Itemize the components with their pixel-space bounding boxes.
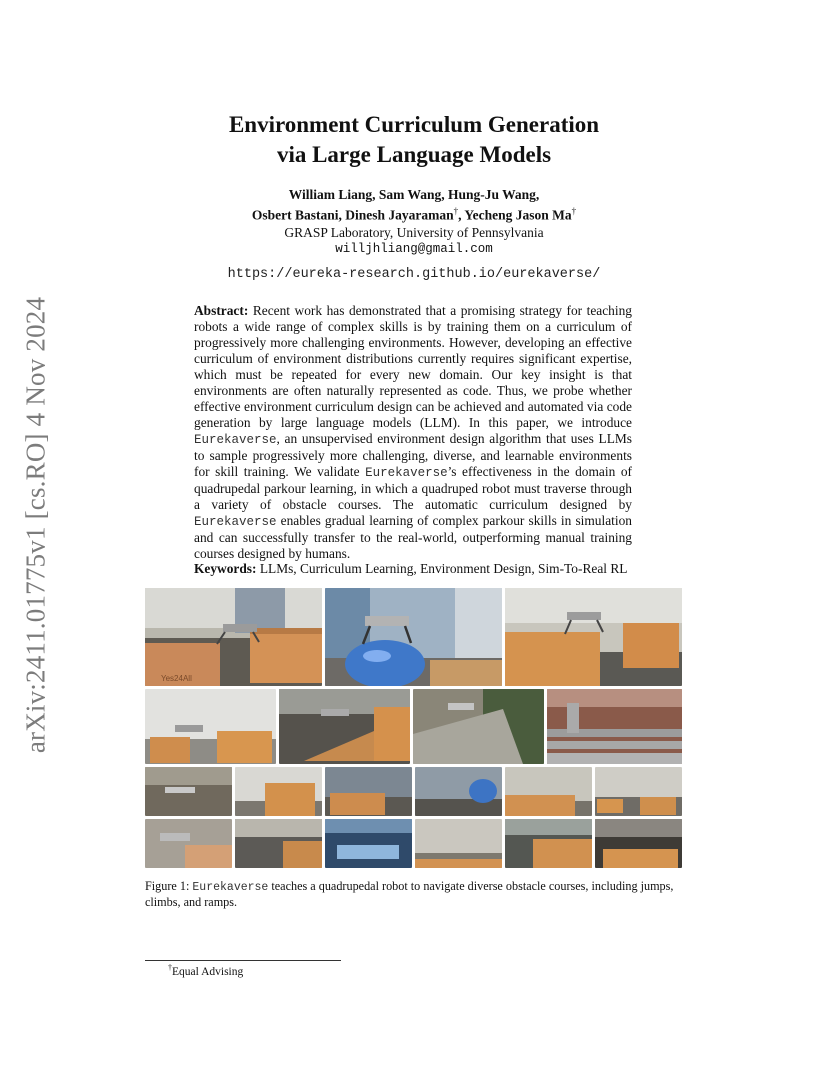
keywords-text: LLMs, Curriculum Learning, Environment Design, Sim-To-Real RL — [256, 561, 628, 576]
abstract-label: Abstract: — [194, 303, 249, 318]
robot-photo — [595, 819, 682, 868]
robot-photo — [325, 819, 412, 868]
footnote — [168, 963, 243, 978]
robot-photo — [145, 588, 322, 686]
method-name: Eurekaverse — [194, 515, 277, 529]
figure-caption — [145, 879, 695, 910]
footnote-divider — [145, 960, 341, 961]
robot-photo — [145, 689, 276, 764]
abstract-text-4: enables gradual learning of complex parkour skills in simulation and can successfully transfer to the real-world, outperforming manual training courses designed by humans. — [194, 513, 632, 561]
robot-photo — [279, 689, 410, 764]
affiliation: GRASP Laboratory, University of Pennsylvania — [284, 224, 544, 240]
robot-photo — [547, 689, 682, 764]
robot-photo — [145, 767, 232, 816]
author-line-2a: Osbert Bastani, Dinesh Jayaraman — [251, 207, 454, 223]
project-url-link[interactable]: https://eureka-research.github.io/eurekaverse/ — [227, 267, 601, 282]
robot-photo — [595, 767, 682, 816]
robot-photo — [235, 819, 322, 868]
robot-photo — [145, 819, 232, 868]
caption-text: teaches a quadrupedal robot to navigate diverse obstacle courses, including jumps, climbs, and ramps. — [145, 879, 674, 909]
robot-photo — [415, 767, 502, 816]
title-line-2: via Large Language Models — [276, 142, 552, 167]
robot-photo — [505, 819, 592, 868]
robot-photo — [415, 819, 502, 868]
arxiv-identifier — [18, 290, 54, 760]
caption-label: Figure 1: — [145, 879, 193, 893]
robot-photo — [505, 767, 592, 816]
footnote-text: Equal Advising — [172, 965, 244, 978]
arxiv-identifier-text: arXiv:2411.01775v1 [cs.RO] 4 Nov 2024 — [20, 296, 51, 754]
author-block — [0, 186, 828, 258]
keywords — [194, 561, 644, 577]
author-line-2b: , Yecheng Jason Ma — [458, 207, 572, 223]
dagger-mark: † — [453, 206, 459, 216]
robot-photo — [325, 767, 412, 816]
abstract-text-3: ’s effectiveness in the domain of quadrupedal parkour learning, in which a quadruped robot must traverse through a variety of obstacle courses. The automatic curriculum designed by — [194, 464, 632, 512]
abstract-text-2: , an unsupervised environment design algorithm that uses LLMs to sample progressively more challenging, diverse, and learnable environments for skill training. We validate — [194, 431, 632, 479]
robot-photo — [505, 588, 682, 686]
method-name: Eurekaverse — [365, 466, 448, 480]
box-logo-text: Yes24All — [161, 674, 192, 683]
title-line-1: Environment Curriculum Generation — [228, 112, 600, 137]
abstract-text-1: Recent work has demonstrated that a promising strategy for teaching robots a wide range of complex skills is by training them on a curriculum of progressively more challenging environments. However, developing an effective curriculum of environment distributions currently requires significant expertise, which must be repeated for every new domain. Our key insight is that environments are often naturally represented as code. Thus, we probe whether effective environment curriculum design can be achieved and automated via code generation by large language models (LLM). In this paper, we introduce — [194, 303, 632, 430]
robot-photo — [235, 767, 322, 816]
robot-photo — [413, 689, 544, 764]
dagger-mark: † — [571, 206, 577, 216]
method-name: Eurekaverse — [194, 433, 277, 447]
keywords-label: Keywords: — [194, 561, 257, 576]
abstract — [194, 303, 632, 562]
method-name: Eurekaverse — [192, 881, 269, 894]
figure-photo-grid — [145, 588, 682, 868]
footnote-symbol: † — [168, 963, 172, 972]
author-line-1: William Liang, Sam Wang, Hung-Ju Wang, — [288, 187, 540, 202]
robot-photo — [325, 588, 502, 686]
contact-email[interactable]: willjhliang@gmail.com — [335, 241, 493, 256]
paper-title — [0, 110, 828, 170]
